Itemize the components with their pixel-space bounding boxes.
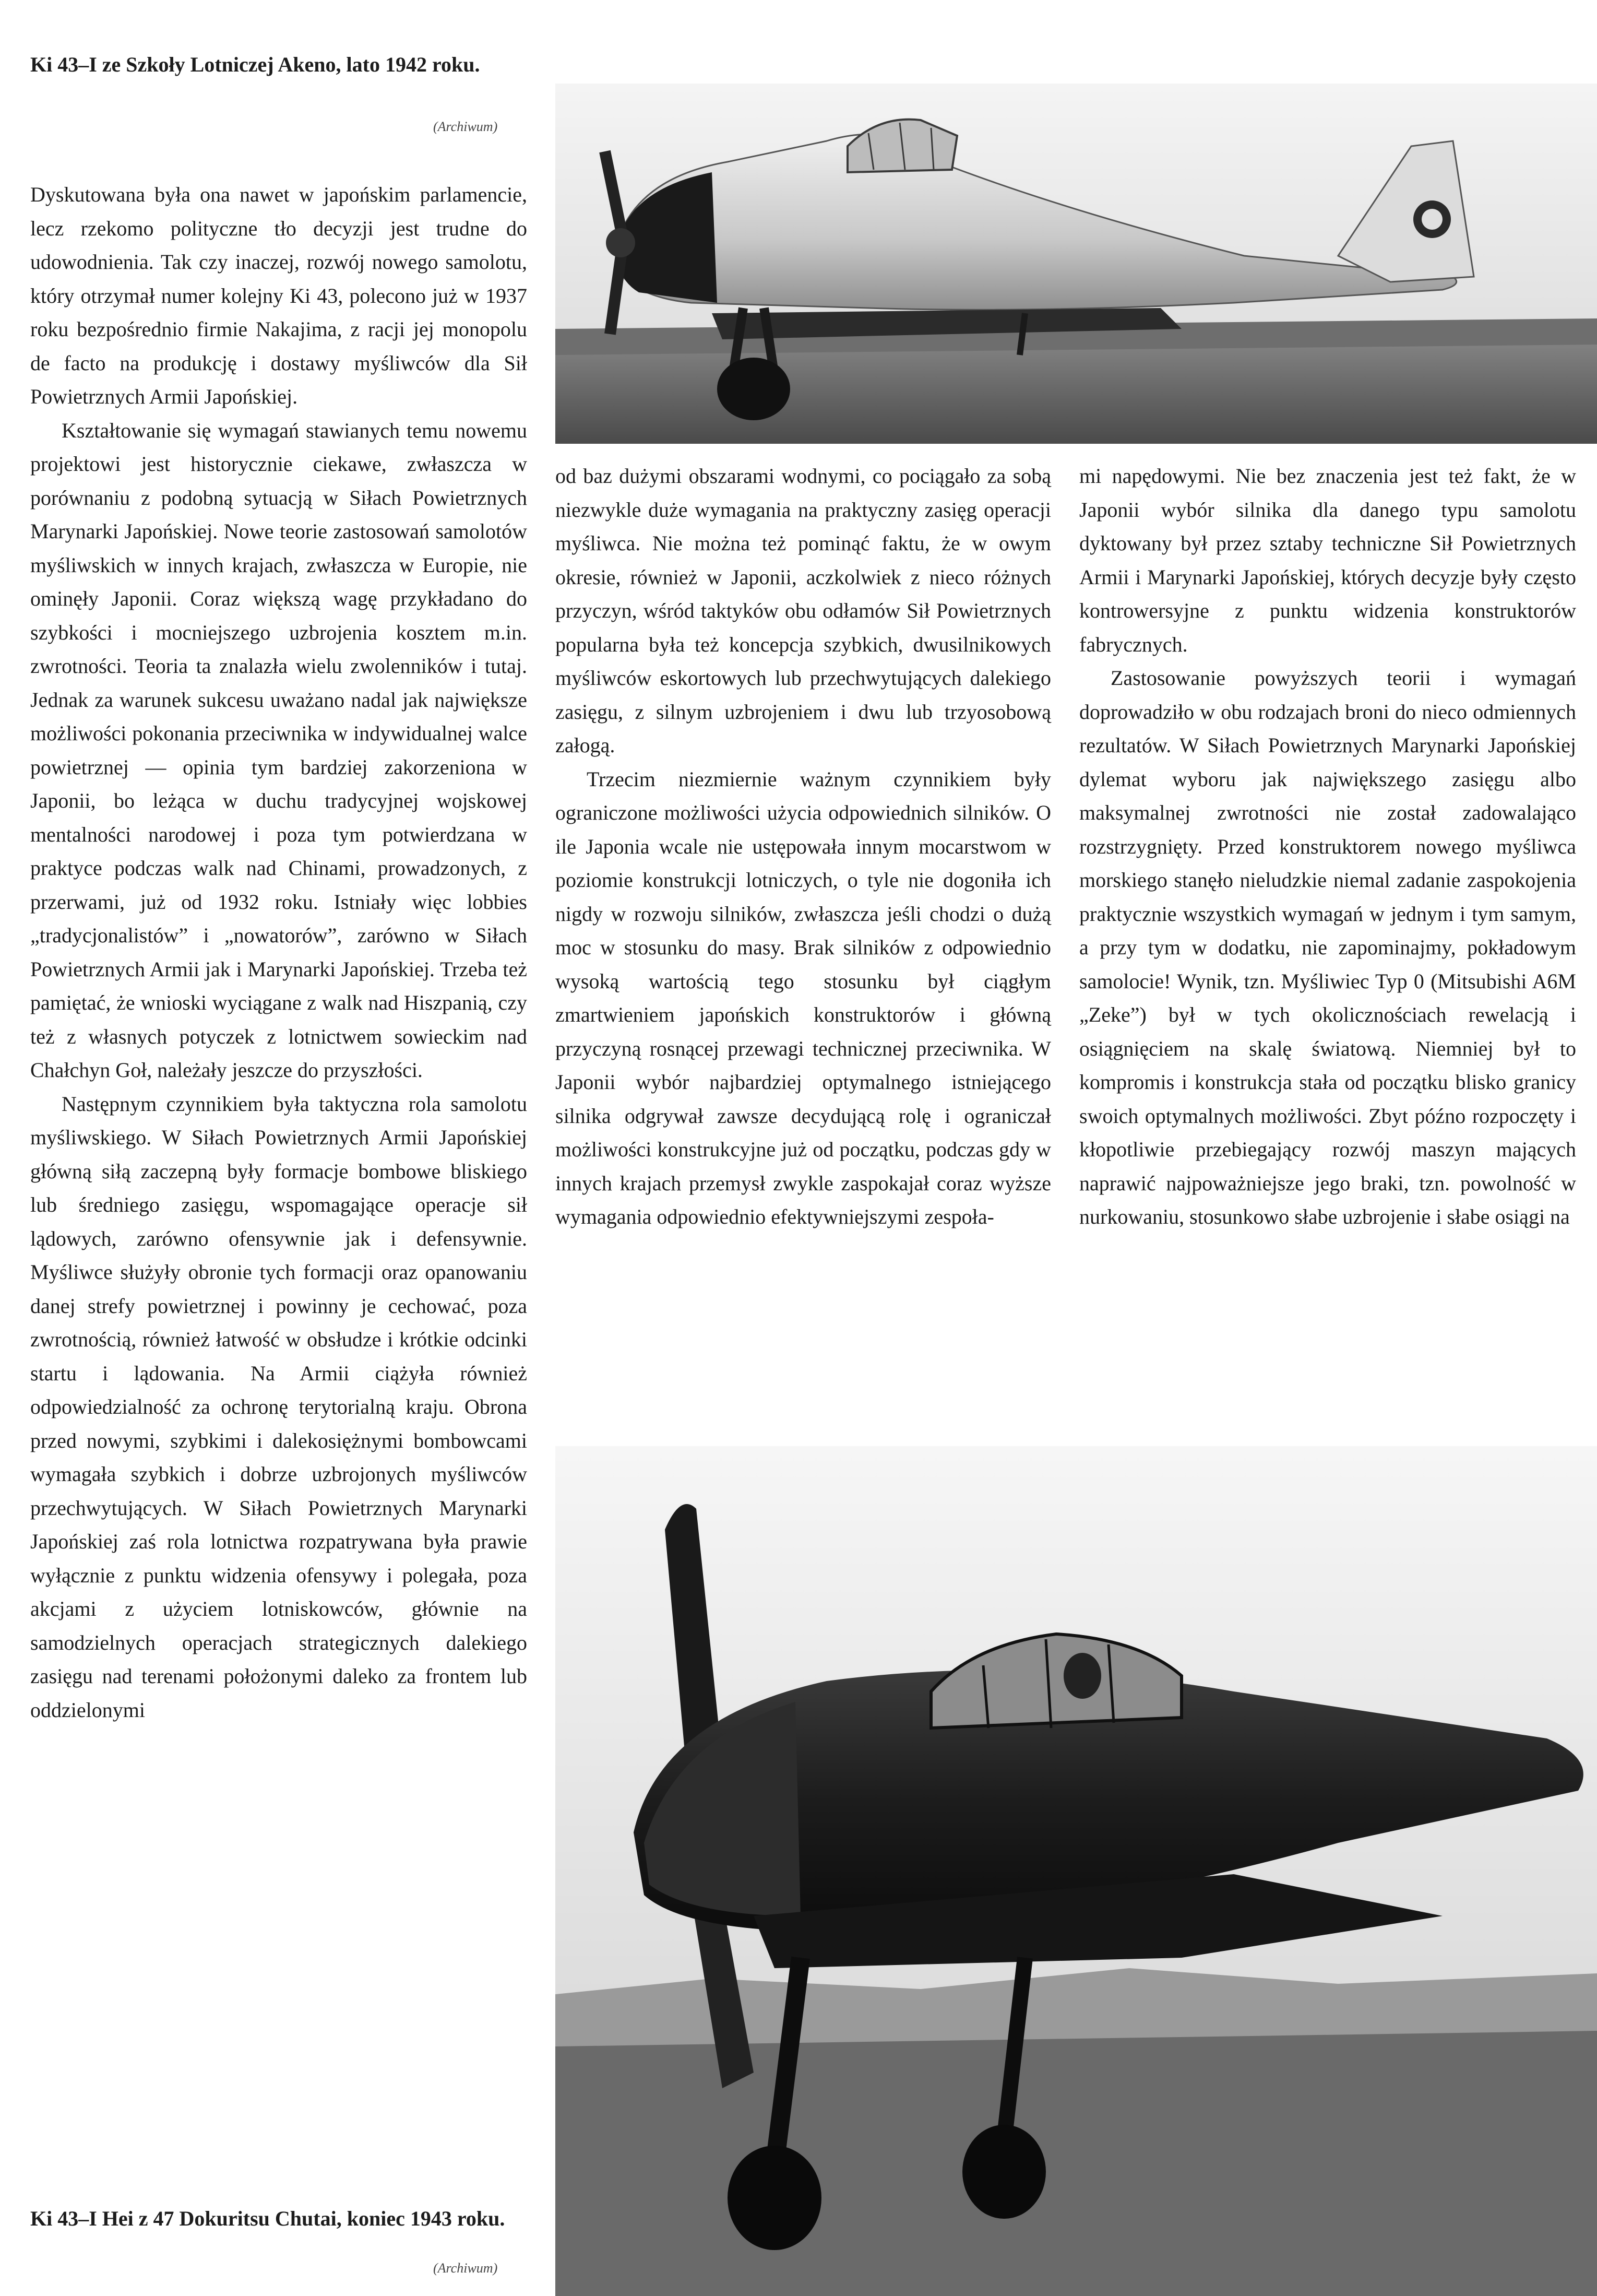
- bottom-photo-caption: Ki 43–I Hei z 47 Dokuritsu Chutai, koniec 1943 roku.: [30, 2207, 505, 2230]
- text-column-1: [30, 178, 527, 1727]
- top-photo-credit: (Archiwum): [433, 119, 498, 134]
- top-aircraft-photo: [555, 84, 1597, 444]
- text-column-3: [1079, 459, 1576, 1234]
- bottom-aircraft-photo: [555, 1446, 1597, 2296]
- bottom-photo-credit: (Archiwum): [433, 2261, 498, 2276]
- text-column-2: [555, 459, 1051, 1234]
- paragraph: Trzecim niezmiernie ważnym czynnikiem były ograniczone możliwości użycia odpowiednich silników. O ile Japonia wcale nie ustępowała innym mocarstwom w poziomie konstrukcji lotniczych, o tyle nie dogoniła ich nigdy w rozwoju silników, zwłaszcza jeśli chodzi o dużą moc w stosunku do masy. Brak silników z odpowiednio wysoką wartością tego stosunku był ciągłym zmartwieniem japońskich konstruktorów i główną przyczyną rosnącej przewagi technicznej przeciwnika. W Japonii wybór najbardziej optymalnego istniejącego silnika odgrywał zawsze decydującą rolę i ograniczał możliwości konstrukcyjne już od początku, podczas gdy w innych krajach przemysł zwykle zaspokajał coraz wyższe wymagania odpowiednio efektywniejszymi zespoła-: [555, 767, 1051, 1228]
- paragraph: od baz dużymi obszarami wodnymi, co pociągało za sobą niezwykle duże wymagania na praktyczny zasięg operacji myśliwca. Nie można też pominąć faktu, że w owym okresie, również w Japonii, aczkolwiek z nieco różnych przyczyn, wśród taktyków obu odłamów Sił Powietrznych popularna była też koncepcja szybkich, dwusilnikowych myśliwców eskortowych lub przechwytujących dalekiego zasięgu, z silnym uzbrojeniem i dwu lub trzyosobową załogą.: [555, 464, 1051, 757]
- paragraph: Następnym czynnikiem była taktyczna rola samolotu myśliwskiego. W Siłach Powietrznych Armii Japońskiej główną siłą zaczepną były formacje bombowe bliskiego lub średniego zasięgu, wspomagające operacje sił lądowych, zarówno ofensywnie jak i defensywnie. Myśliwce służyły obronie tych formacji oraz opanowaniu danej strefy powietrznej i powinny je cechować, poza zwrotnością, również łatwość w obsłudze i krótkie odcinki startu i lądowania. Na Armii ciążyła również odpowiedzialność za ochronę terytorialną kraju. Obrona przed nowymi, szybkimi i dalekosiężnymi bombowcami wymagała szybkich i dobrze uzbrojonych myśliwców przechwytujących. W Siłach Powietrznych Marynarki Japońskiej zaś rola lotnictwa rozpatrywana była prawie wyłącznie z punktu widzenia ofensywy i polegała, poza akcjami z użyciem lotniskowców, głównie na samodzielnych operacjach strategicznych dalekiego zasięgu nad terenami położonymi daleko za frontem lub oddzielonymi: [30, 1092, 527, 1722]
- top-photo-caption: Ki 43–I ze Szkoły Lotniczej Akeno, lato 1942 roku.: [30, 53, 480, 76]
- paragraph: mi napędowymi. Nie bez znaczenia jest też fakt, że w Japonii wybór silnika dla danego typu samolotu dyktowany był przez sztaby techniczne Sił Powietrznych Armii i Marynarki Japońskiej, których decyzje były często kontrowersyjne z punktu widzenia konstruktorów fabrycznych.: [1079, 464, 1576, 656]
- paragraph: Zastosowanie powyższych teorii i wymagań doprowadziło w obu rodzajach broni do nieco odmiennych rezultatów. W Siłach Powietrznych Marynarki Japońskiej dylemat wyboru jak największego zasięgu albo maksymalnej zwrotności nie został zadowalająco rozstrzygnięty. Przed konstruktorem nowego myśliwca morskiego stanęło nieludzkie niemal zadanie zaspokojenia praktycznie wszystkich wymagań w jednym i tym samym, a przy tym w dodatku, nie zapominajmy, pokładowym samolocie! Wynik, tzn. Myśliwiec Typ 0 (Mitsubishi A6M „Zeke”) był w tych okolicznościach rewelacją i osiągnięciem na skalę światową. Niemniej był to kompromis i konstrukcja stała od początku blisko granicy swoich optymalnych możliwości. Zbyt późno rozpoczęty i kłopotliwie przebiegający rozwój maszyn mających naprawić najpoważniejsze jego braki, tzn. powolność w nurkowaniu, stosunkowo słabe uzbrojenie i słabe osiągi na: [1079, 666, 1576, 1228]
- paragraph: Dyskutowana była ona nawet w japońskim parlamencie, lecz rzekomo polityczne tło decyzji jest trudne do udowodnienia. Tak czy inaczej, rozwój nowego samolotu, który otrzymał numer kolejny Ki 43, polecono już w 1937 roku bezpośrednio firmie Nakajima, z racji jej monopolu de facto na produkcję i dostawy myśliwców dla Sił Powietrznych Armii Japońskiej.: [30, 183, 527, 408]
- paragraph: Kształtowanie się wymagań stawianych temu nowemu projektowi jest historycznie ciekawe, zwłaszcza w porównaniu z podobną sytuacją w Siłach Powietrznych Marynarki Japońskiej. Nowe teorie zastosowań samolotów myśliwskich w innych krajach, zwłaszcza w Europie, nie ominęły Japonii. Coraz większą wagę przykładano do szybkości i mocniejszego uzbrojenia kosztem m.in. zwrotności. Teoria ta znalazła wielu zwolenników i tutaj. Jednak za warunek sukcesu uważano nadal jak największe możliwości pokonania przeciwnika w indywidualnej walce powietrznej — opinia tym bardziej zakorzeniona w Japonii, bo leżąca w duchu tradycyjnej wojskowej mentalności narodowej i poza tym potwierdzana w praktyce podczas walk nad Chinami, prowadzonych, z przerwami, już od 1932 roku. Istniały więc lobbies „tradycjonalistów” i „nowatorów”, zarówno w Siłach Powietrznych Armii jak i Marynarki Japońskiej. Trzeba też pamiętać, że wnioski wyciągane z walk nad Hiszpanią, czy też z własnych potyczek z lotnictwem sowieckim nad Chałchyn Goł, należały jeszcze do przyszłości.: [30, 418, 527, 1082]
